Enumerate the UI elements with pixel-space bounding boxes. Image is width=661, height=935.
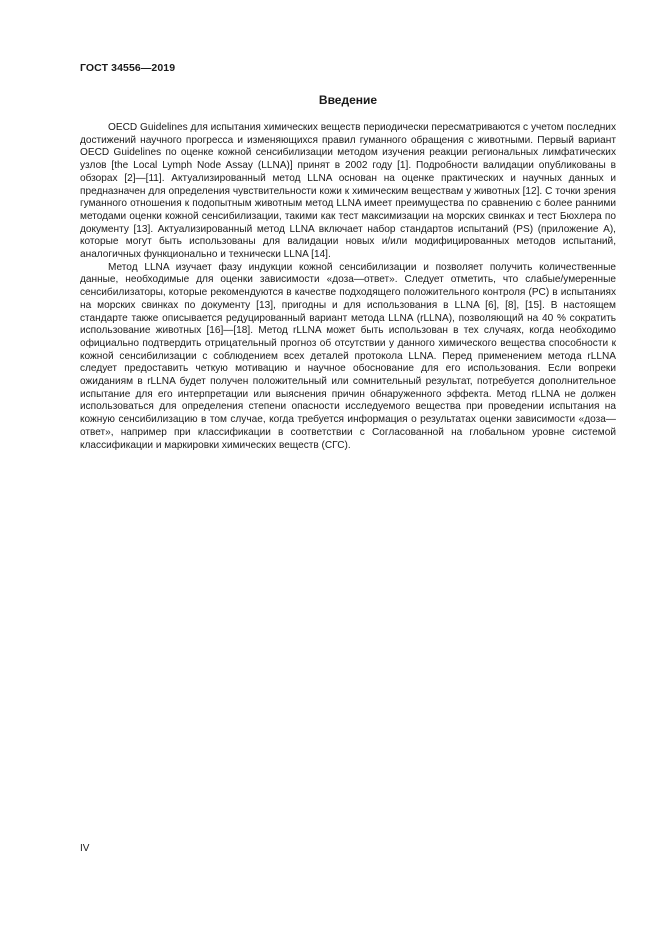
section-title: Введение	[318, 93, 378, 107]
document-code: ГОСТ 34556—2019	[80, 62, 176, 74]
paragraph-1: OECD Guidelines для испытания химических веществ периодически пересматриваются с учетом последних достижений научного прогресса и изменяющихся правил гуманного обращения с животными. Первый вариант OECD Guidelines по оценке кожной сенсибилизации методом изучения реакции региональных лимфатических узлов [the Local Lymph Node Assay (LLNA)] принят в 2002 году [1]. Подробности валидации опубликованы в обзорах [2]—[11]. Актуализированный метод LLNA основан на оценке практических и научных данных и предназначен для определения чувствительности кожи к химическим веществам у животных [12]. С точки зрения гуманного отношения к подопытным животным метод LLNA имеет преимущества по сравнению с более ранними методами оценки кожной сенсибилизации, такими как тест максимизации на морских свинках и тест Бюхлера по документу [13]. Актуализированный метод LLNA включает набор стандартов испытаний (PS) (приложение А), которые могут быть использованы для валидации новых и/или модифицированных методов испытаний, аналогичных функционально и технически LLNA [14].	[80, 122, 616, 261]
body-text	[80, 122, 616, 452]
paragraph-2: Метод LLNA изучает фазу индукции кожной сенсибилизации и позволяет получить количественные данные, необходимые для оценки зависимости «доза—ответ». Следует отметить, что слабые/умеренные сенсибилизаторы, которые рекомендуются в качестве подходящего положительного контроля (PC) в испытаниях на морских свинках по документу [13], пригодны и для использования в LLNA [6], [8], [15]. В настоящем стандарте также описывается редуцированный вариант метода LLNA (rLLNA), позволяющий на 40 % сократить использование животных [16]—[18]. Метод rLLNA может быть использован в тех случаях, когда необходимо официально подтвердить отрицательный прогноз об отсутствии у данного химического вещества способности к кожной сенсибилизации с соблюдением всех деталей протокола LLNA. Перед применением метода rLLNA следует предоставить четкую мотивацию и научное обоснование для его использования. Если вопреки ожиданиям в rLLNA будет получен положительный или сомнительный результат, потребуется дополнительное испытание для его интерпретации или выяснения причин обнаруженного эффекта. Метод rLLNA не должен использоваться для определения степени опасности исследуемого вещества при проведении испытания на кожную сенсибилизацию в том случае, когда требуется информация о результатах оценки зависимости «доза—ответ», например при классификации в соответствии с Согласованной на глобальном уровне системой классификации и маркировки химических веществ (СГС).	[80, 261, 616, 451]
page-number: IV	[80, 843, 90, 854]
